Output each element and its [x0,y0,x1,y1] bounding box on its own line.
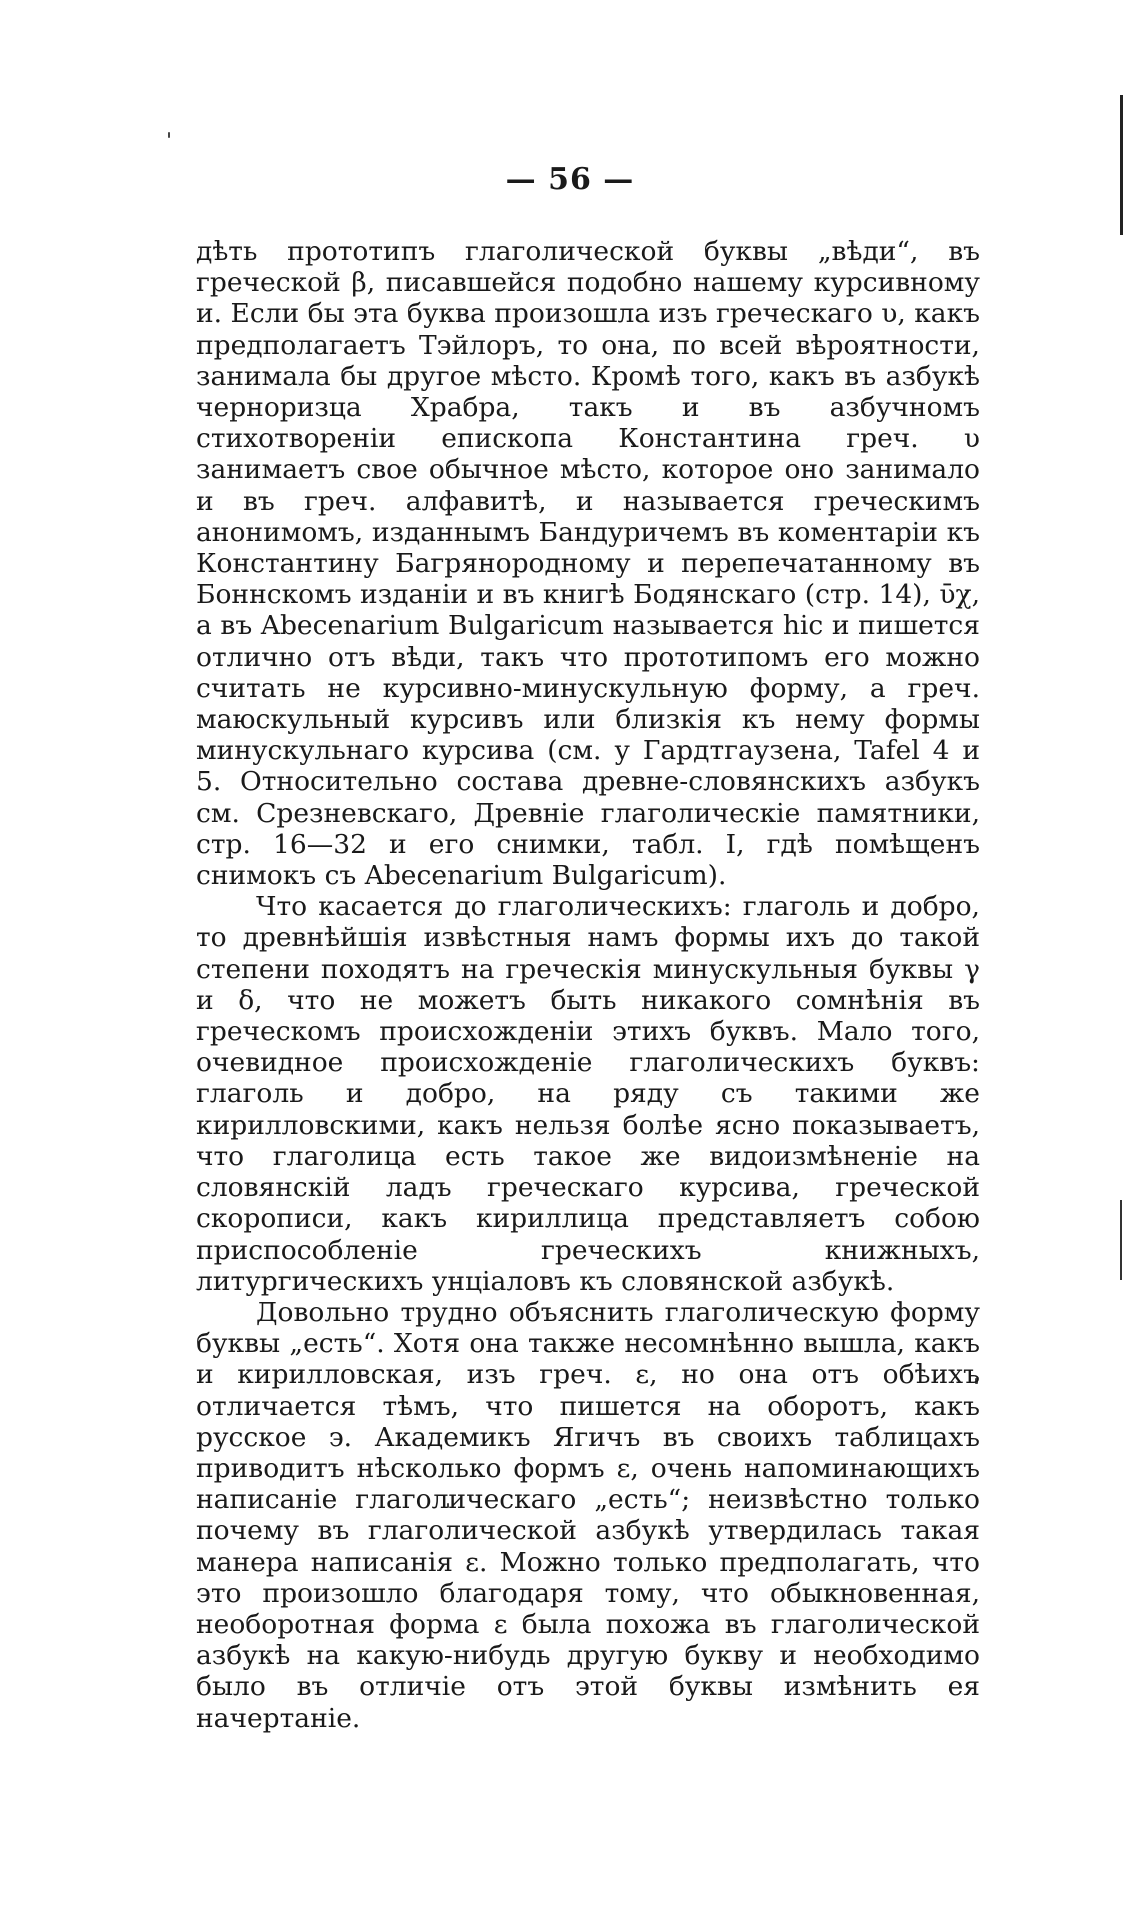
page-number: — 56 — [505,162,635,197]
body-text [196,236,980,1734]
paragraph: Что касается до глаголическихъ: глаголь и добро, то древнѣйшiя извѣстныя намъ формы ихъ до такой степени походятъ на греческiя минускульныя буквы γ и δ, что не можетъ быть никакого сомнѣнiя въ греческомъ происхожденiи этихъ буквъ. Мало того, очевидное происхожденiе глаголическихъ буквъ: глаголь и добро, на ряду съ такими же кирилловскими, какъ нельзя болѣе ясно показываетъ, что глаголица есть такое же видоизмѣненiе на словянскiй ладъ греческаго курсива, греческой скорописи, какъ кириллица представляетъ собою приспособленiе греческихъ книжныхъ, литургическихъ унцiаловъ къ словянской азбукѣ. [196,891,980,1297]
scan-edge-line [1120,1200,1122,1280]
paragraph: дѣть прототипъ глаголической буквы „вѣди“, въ греческой β, писавшейся подобно нашему курсивному и. Если бы эта буква произошла изъ греческаго υ, какъ предполагаетъ Тэйлоръ, то она, по всей вѣроятности, занимала бы другое мѣсто. Кромѣ того, какъ въ азбукѣ черноризца Храбра, такъ и въ азбучномъ стихотворенiи епископа Константина греч. υ занимаетъ свое обычное мѣсто, которое оно занимало и въ греч. алфавитѣ, и называется греческимъ анонимомъ, изданнымъ Бандуричемъ въ коментарiи къ Константину Багрянородному и перепечатанному въ Боннскомъ изданiи и въ книгѣ Бодянскаго (стр. 14), ῡχ, а въ Abecenarium Bulgaricum называется hic и пишется отлично отъ вѣди, такъ что прототипомъ его можно считать не курсивно-минускульную форму, а греч. маюскульный курсивъ или близкiя къ нему формы минускульнаго курсива (см. у Гардтгаузена, Tafel 4 и 5. Относительно состава древне-словянскихъ азбукъ см. Срезневскаго, Древнiе глаголическiе памятники, стр. 16—32 и его снимки, табл. I, гдѣ помѣщенъ снимокъ съ Abecenarium Bulgaricum). [196,236,980,892]
scan-speck [168,132,170,138]
paragraph: Довольно трудно объяснить глаголическую форму буквы „есть“. Хотя она также несомнѣнно вышла, какъ и кирилловская, изъ греч. ε, но она отъ обѣихъ отличается тѣмъ, что пишется на оборотъ, какъ русское э. Академикъ Ягичъ въ своихъ таблицахъ приводитъ нѣсколько формъ ε, очень напоминающихъ написанiе глаголическаго „есть“; неизвѣстно только почему въ глаголической азбукѣ утвердилась такая манера написанiя ε. Можно только предполагать, что это произошло благодаря тому, что обыкновенная, необоротная форма ε была похожа въ глаголической азбукѣ на какую-нибудь другую букву и необходимо было въ отличiе отъ этой буквы измѣнить ея начертанiе. [196,1296,980,1734]
